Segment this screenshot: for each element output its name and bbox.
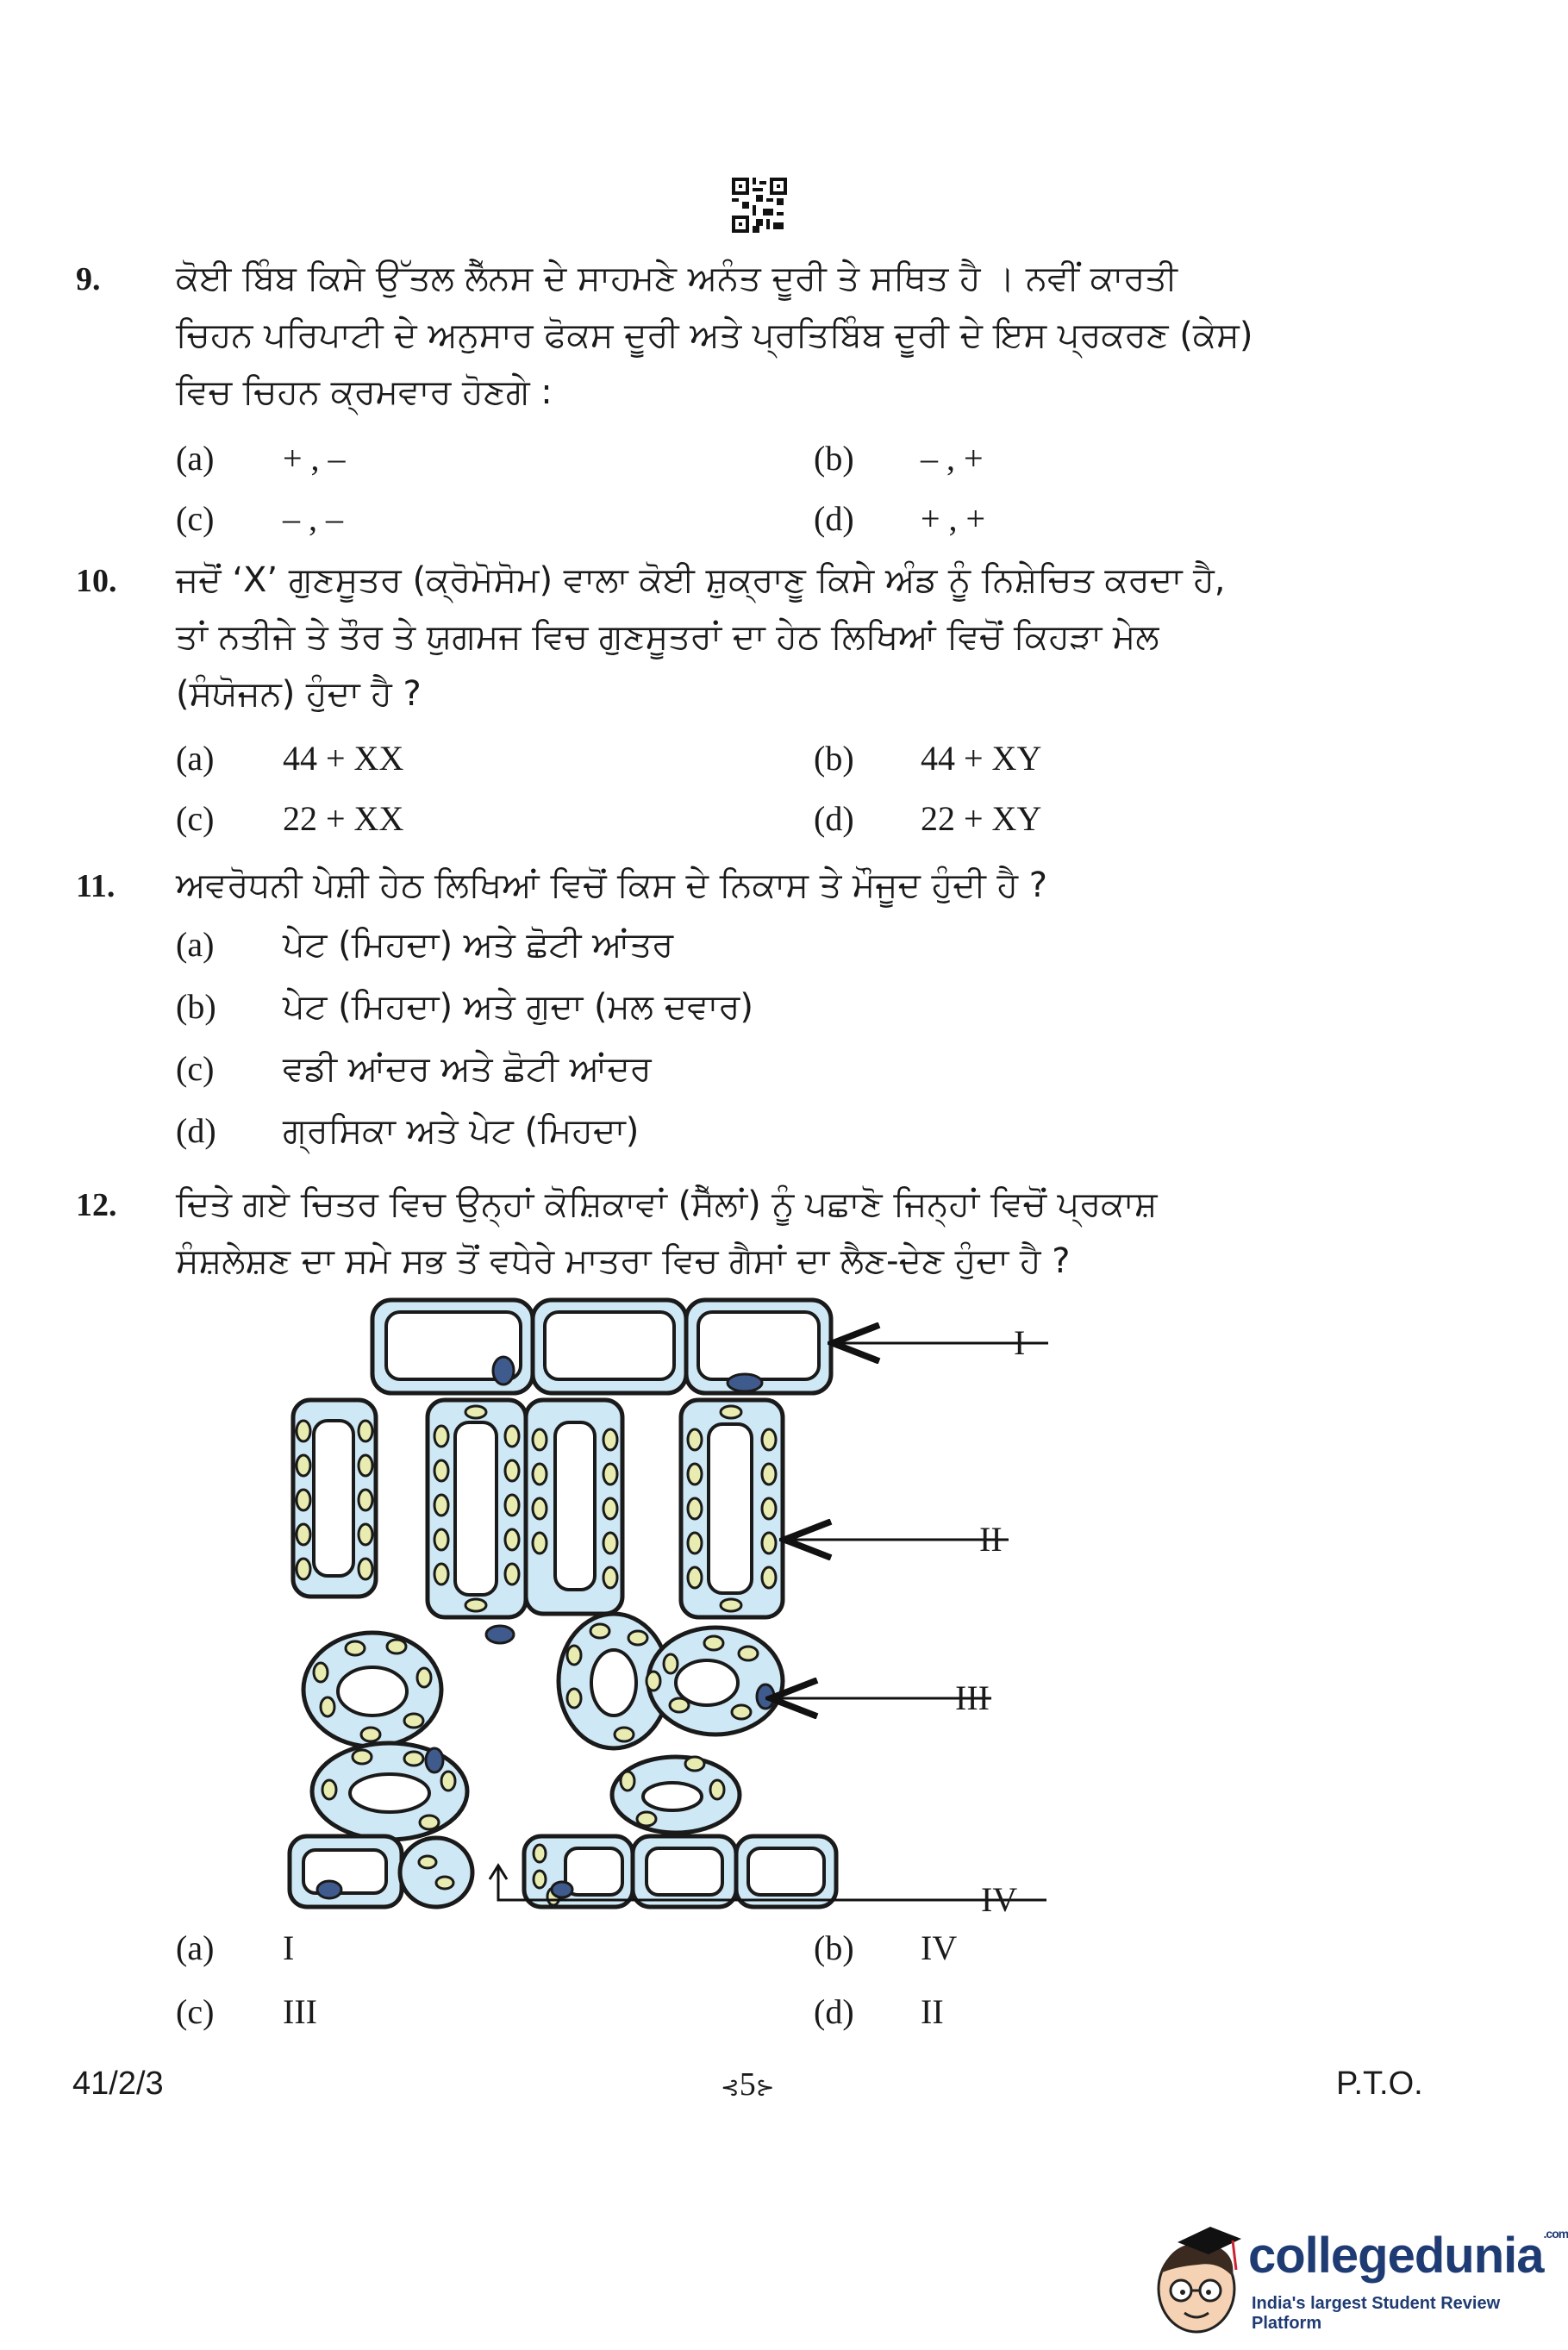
- question-10-line-1: ਜਦੋਂ ‘X’ ਗੁਣਸੂਤਰ (ਕ੍ਰੋਮੋਸੋਮ) ਵਾਲਾ ਕੋਈ ਸ਼ੁਕ੍ਰਾਣੂ ਕਿਸੇ ਅੰਡ ਨੂੰ ਨਿਸ਼ੇਚਿਤ ਕਰਦਾ ਹੈ,: [176, 560, 1226, 600]
- diagram-label-ii: II: [979, 1520, 1003, 1559]
- brand-name: collegedunia$^{.com}$: [1248, 2227, 1568, 2284]
- qr-code-icon: [732, 178, 787, 233]
- diagram-label-i: I: [1014, 1323, 1026, 1362]
- question-10-option-a: (a) 44 + XX: [176, 739, 404, 778]
- question-11-line-1: ਅਵਰੋਧਨੀ ਪੇਸ਼ੀ ਹੇਠ ਲਿਖਿਆਂ ਵਿਚੋਂ ਕਿਸ ਦੇ ਨਿਕਾਸ ਤੇ ਮੌਜੂਦ ਹੁੰਦੀ ਹੈ ?: [176, 866, 1047, 905]
- question-9-option-c: (c) – , –: [176, 499, 343, 538]
- question-11-option-b: (b) ਪੇਟ (ਮਿਹਦਾ) ਅਤੇ ਗੁਦਾ (ਮਲ ਦਵਾਰ): [176, 987, 753, 1027]
- question-12-line-1: ਦਿਤੇ ਗਏ ਚਿਤਰ ਵਿਚ ਉਨ੍ਹਾਂ ਕੋਸ਼ਿਕਾਵਾਂ (ਸੈੱਲਾਂ) ਨੂੰ ਪਛਾਣੋ ਜਿਨ੍ਹਾਂ ਵਿਚੋਂ ਪ੍ਰਕਾਸ਼: [176, 1184, 1158, 1224]
- question-12-line-2: ਸੰਸ਼ਲੇਸ਼ਣ ਦਾ ਸਮੇ ਸਭ ਤੋਂ ਵਧੇਰੇ ਮਾਤਰਾ ਵਿਚ ਗੈਸਾਂ ਦਾ ਲੈਣ-ਦੇਣ ਹੁੰਦਾ ਹੈ ?: [176, 1241, 1071, 1281]
- question-10-option-d: (d) 22 + XY: [814, 799, 1042, 838]
- question-10-line-3: (ਸੰਯੋਜਨ) ਹੁੰਦਾ ਹੈ ?: [176, 674, 422, 714]
- question-12-option-a: (a) I: [176, 1928, 295, 1967]
- question-9-option-d: (d) + , +: [814, 499, 986, 538]
- pto-label: P.T.O.: [1336, 2066, 1423, 2102]
- question-9-option-b: (b) – , +: [814, 439, 984, 478]
- question-9-line-3: ਵਿਚ ਚਿਹਨ ਕ੍ਰਮਵਾਰ ਹੋਣਗੇ :: [176, 372, 553, 412]
- brand-tagline: India's largest Student Review Platform: [1252, 2294, 1501, 2333]
- question-11-option-a: (a) ਪੇਟ (ਮਿਹਦਾ) ਅਤੇ ਛੋਟੀ ਆਂਤਰ: [176, 925, 674, 965]
- question-10-option-b: (b) 44 + XY: [814, 739, 1042, 778]
- question-10-option-c: (c) 22 + XX: [176, 799, 404, 838]
- question-number-12: 12.: [76, 1187, 117, 1223]
- question-10-line-2: ਤਾਂ ਨਤੀਜੇ ਤੇ ਤੌਰ ਤੇ ਯੁਗਮਜ ਵਿਚ ਗੁਣਸੂਤਰਾਂ ਦਾ ਹੇਠ ਲਿਖਿਆਂ ਵਿਚੋਂ ਕਿਹੜਾ ਮੇਲ: [176, 617, 1159, 657]
- question-11-option-c: (c) ਵਡੀ ਆਂਦਰ ਅਤੇ ਛੋਟੀ ਆਂਦਰ: [176, 1049, 652, 1089]
- page-number: ⊰5⊱: [721, 2066, 775, 2103]
- diagram-label-iv: IV: [981, 1880, 1018, 1919]
- question-9-option-a: (a) + , –: [176, 439, 346, 478]
- question-12-option-c: (c) III: [176, 1992, 317, 2031]
- question-11-option-d: (d) ਗ੍ਰਸਿਕਾ ਅਤੇ ਪੇਟ (ਮਿਹਦਾ): [176, 1111, 640, 1151]
- paper-code: 41/2/3: [72, 2066, 164, 2102]
- student-mascot-icon: [1146, 2220, 1246, 2341]
- ornament-right-icon: ⊱: [755, 2075, 775, 2100]
- ornament-left-icon: ⊰: [721, 2075, 740, 2100]
- question-number-9: 9.: [76, 261, 101, 297]
- question-12-option-d: (d) II: [814, 1992, 944, 2031]
- lower-epidermis-cell: [400, 1838, 472, 1907]
- question-12-option-b: (b) IV: [814, 1928, 958, 1967]
- question-number-11: 11.: [76, 868, 116, 904]
- question-number-10: 10.: [76, 563, 117, 599]
- diagram-label-iii: III: [955, 1678, 990, 1717]
- question-9-line-1: ਕੋਈ ਬਿੰਬ ਕਿਸੇ ਉੱਤਲ ਲੈੱਨਸ ਦੇ ਸਾਹਮਣੇ ਅਨੰਤ ਦੂਰੀ ਤੇ ਸਥਿਤ ਹੈ । ਨਵੀਂ ਕਾਰਤੀ: [176, 259, 1178, 298]
- question-9-line-2: ਚਿਹਨ ਪਰਿਪਾਟੀ ਦੇ ਅਨੁਸਾਰ ਫੋਕਸ ਦੂਰੀ ਅਤੇ ਪ੍ਰਤਿਬਿੰਬ ਦੂਰੀ ਦੇ ਇਸ ਪ੍ਰਕਰਣ (ਕੇਸ): [176, 316, 1253, 355]
- leaf-cross-section-diagram: [276, 1293, 1069, 1931]
- collegedunia-watermark: [1146, 2220, 1568, 2341]
